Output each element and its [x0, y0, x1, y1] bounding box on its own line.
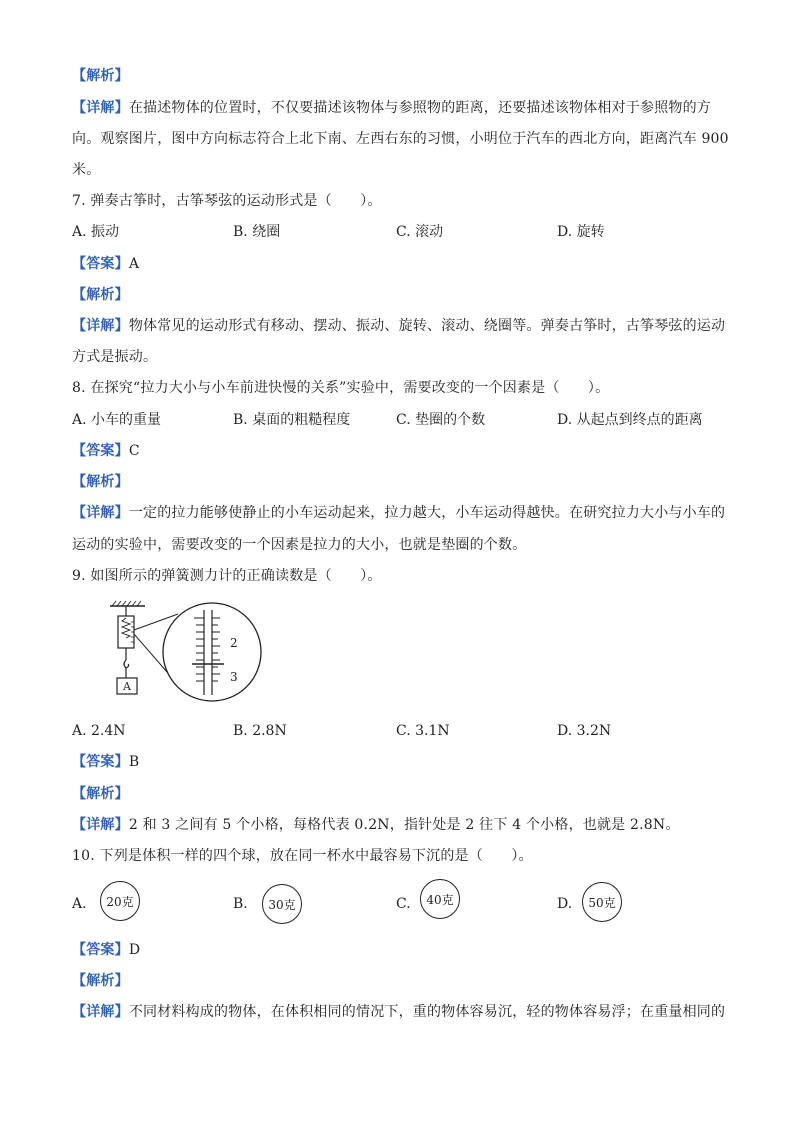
- q8-detail-line-2: 运动的实验中，需要改变的一个因素是拉力的大小，也就是垫圈的个数。: [72, 537, 527, 553]
- q10-ball-d: 50克: [582, 882, 622, 922]
- q10-option-b: B.: [233, 896, 248, 912]
- q7-option-c: C. 滚动: [396, 224, 444, 240]
- q10-option-d: D.: [557, 896, 573, 912]
- q6-detail-line-2: 向。观察图片，图中方向标志符合上北下南、左西右东的习惯，小明位于汽车的西北方向，距离汽车 900: [72, 131, 729, 147]
- q10-detail-line-1: 【详解】不同材料构成的物体，在体积相同的情况下，重的物体容易沉，轻的物体容易浮；在重量相同的: [72, 1004, 726, 1020]
- q6-detail-line-3: 米。: [72, 162, 101, 178]
- q9-option-a: A. 2.4N: [72, 723, 126, 739]
- q8-option-c: C. 垫圈的个数: [396, 412, 486, 428]
- weight-label: A: [123, 680, 131, 693]
- q10-answer: 【答案】D: [72, 942, 141, 958]
- q9-option-b: B. 2.8N: [233, 723, 287, 739]
- q10-option-c: C.: [396, 896, 411, 912]
- q10-ball-b: 30克: [262, 884, 302, 924]
- q9-analysis-heading: 【解析】: [72, 786, 129, 802]
- scale-label-2: 2: [230, 636, 238, 650]
- q6-analysis-heading: 【解析】: [72, 68, 129, 84]
- q9-detail-line-1: 【详解】2 和 3 之间有 5 个小格，每格代表 0.2N，指针处是 2 往下 4 个小格，也就是 2.8N。: [72, 817, 680, 833]
- q9-option-d: D. 3.2N: [557, 723, 612, 739]
- q10-question: 10. 下列是体积一样的四个球，放在同一杯水中最容易下沉的是（ ）。: [72, 848, 533, 864]
- q10-ball-a: 20克: [100, 881, 140, 921]
- q7-analysis-heading: 【解析】: [72, 287, 129, 303]
- q8-option-a: A. 小车的重量: [72, 412, 162, 428]
- q6-detail-line-1: 【详解】在描述物体的位置时，不仅要描述该物体与参照物的距离，还要描述该物体相对于参照物的方: [72, 100, 712, 116]
- q8-analysis-heading: 【解析】: [72, 474, 129, 490]
- q8-answer: 【答案】C: [72, 443, 140, 459]
- q7-option-d: D. 旋转: [557, 224, 605, 240]
- q7-option-b: B. 绕圈: [233, 224, 281, 240]
- q8-option-b: B. 桌面的粗糙程度: [233, 412, 351, 428]
- q7-answer: 【答案】A: [72, 256, 140, 272]
- q9-option-c: C. 3.1N: [396, 723, 450, 739]
- q8-detail-line-1: 【详解】一定的拉力能够使静止的小车运动起来，拉力越大，小车运动得越快。在研究拉力大小与小车的: [72, 505, 726, 521]
- q10-option-a: A.: [72, 896, 87, 912]
- q8-option-d: D. 从起点到终点的距离: [557, 412, 703, 428]
- q9-question: 9. 如图所示的弹簧测力计的正确读数是（ ）。: [72, 568, 382, 584]
- q7-detail-line-1: 【详解】物体常见的运动形式有移动、摆动、振动、旋转、滚动、绕圈等。弹奏古筝时，古筝琴弦的运动: [72, 318, 726, 334]
- scale-label-3: 3: [230, 670, 238, 684]
- q10-analysis-heading: 【解析】: [72, 973, 129, 989]
- spring-scale-figure: [100, 600, 270, 712]
- q7-option-a: A. 振动: [72, 224, 120, 240]
- q8-question: 8. 在探究“拉力大小与小车前进快慢的关系”实验中，需要改变的一个因素是（ ）。: [72, 380, 610, 396]
- q7-detail-line-2: 方式是振动。: [72, 349, 158, 365]
- q10-ball-c: 40克: [420, 879, 460, 919]
- q7-question: 7. 弹奏古筝时，古筝琴弦的运动形式是（ ）。: [72, 193, 382, 209]
- q9-answer: 【答案】B: [72, 754, 140, 770]
